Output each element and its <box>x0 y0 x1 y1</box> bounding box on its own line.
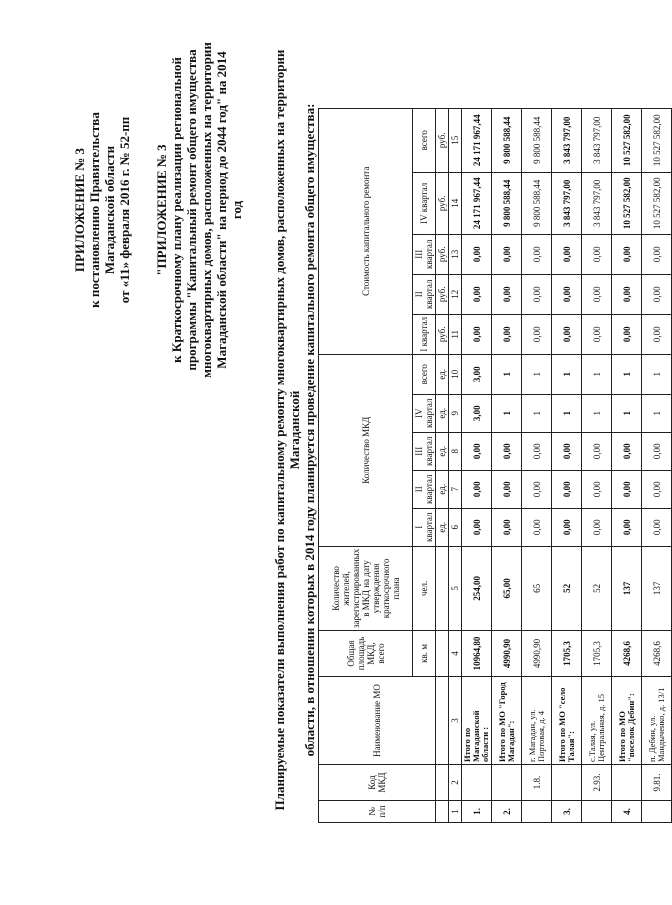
cell-ctot: 1 <box>612 354 642 394</box>
cell-c2: 0,00 <box>552 470 582 508</box>
table-row <box>522 108 552 822</box>
cell-area: 4990,90 <box>522 631 552 677</box>
unit-count: ед. <box>436 432 449 470</box>
cell-rtot: 10 527 582,00 <box>612 108 642 172</box>
cell-num <box>522 801 552 823</box>
cell-r1: 0,00 <box>642 314 672 354</box>
cell-ctot: 1 <box>492 354 522 394</box>
header-mkd-count: Количество МКД <box>319 354 413 546</box>
cell-r3: 0,00 <box>642 234 672 274</box>
plan-appendix-title: "ПРИЛОЖЕНИЕ № 3 <box>154 144 169 276</box>
appendix-line: к постановлению Правительства <box>87 112 102 308</box>
cell-residents: 52 <box>552 546 582 630</box>
column-number: 12 <box>449 274 462 314</box>
appendix-line: Магаданской области <box>102 145 117 275</box>
unit-rub: руб. <box>436 234 449 274</box>
cell-c2: 0,00 <box>582 470 612 508</box>
cell-num <box>582 801 612 823</box>
column-number: 8 <box>449 432 462 470</box>
cell-c3: 0,00 <box>582 432 612 470</box>
cell-c3: 0,00 <box>552 432 582 470</box>
cell-r1: 0,00 <box>492 314 522 354</box>
cell-r4: 10 527 582,00 <box>642 172 672 234</box>
plan-appendix-header <box>154 20 244 400</box>
column-number: 5 <box>449 546 462 630</box>
header-total: всего <box>413 108 436 172</box>
cell-ctot: 1 <box>552 354 582 394</box>
cell-rtot: 10 527 582,00 <box>642 108 672 172</box>
appendix-line: от «11» февраля 2016 г. № 52-пп <box>117 116 132 304</box>
column-number: 7 <box>449 470 462 508</box>
cell-r3: 0,00 <box>552 234 582 274</box>
table-row <box>612 108 642 822</box>
cell-c4: 1 <box>582 394 612 432</box>
cell-r2: 0,00 <box>522 274 552 314</box>
cell-rtot: 9 800 588,44 <box>492 108 522 172</box>
column-number: 11 <box>449 314 462 354</box>
header-q1: I квартал <box>413 508 436 546</box>
cell-r2: 0,00 <box>612 274 642 314</box>
cell-area: 1705,3 <box>552 631 582 677</box>
cell-r3: 0,00 <box>612 234 642 274</box>
unit-rub: руб. <box>436 108 449 172</box>
cell-ctot: 1 <box>522 354 552 394</box>
cell-code <box>552 765 582 801</box>
cell-c4: 3,00 <box>462 394 492 432</box>
plan-appendix-line: программы "Капитальный ремонт общего имущества <box>184 49 199 371</box>
plan-appendix-line: к Краткосрочному плану реализации региональной <box>169 57 184 363</box>
cell-ctot: 3,00 <box>462 354 492 394</box>
plan-appendix-line: Магаданской области" на период до 2044 год" на 2014 <box>214 51 229 369</box>
unit-count: ед. <box>436 394 449 432</box>
table-row <box>582 108 612 822</box>
cell-num: 2. <box>492 801 522 823</box>
header-residents: Количество жителей, зарегистрированных в МКД на дату утверждения краткосрочного плана <box>319 546 413 630</box>
cell-r2: 0,00 <box>462 274 492 314</box>
plan-appendix-line: год <box>229 200 244 220</box>
cell-area: 4268,6 <box>612 631 642 677</box>
table-row <box>642 108 672 822</box>
cell-c4: 1 <box>552 394 582 432</box>
cell-rtot: 9 800 588,44 <box>522 108 552 172</box>
cell-c4: 1 <box>642 394 672 432</box>
column-number: 1 <box>449 801 462 823</box>
cell-r4: 3 843 797,00 <box>552 172 582 234</box>
table-row <box>462 108 492 822</box>
unit-count: ед. <box>436 508 449 546</box>
cell-code <box>492 765 522 801</box>
cell-r2: 0,00 <box>492 274 522 314</box>
cell-num <box>642 801 672 823</box>
cell-c1: 0,00 <box>552 508 582 546</box>
table-row <box>492 108 522 822</box>
cell-c2: 0,00 <box>492 470 522 508</box>
unit-rub: руб. <box>436 314 449 354</box>
header-q4: IV квартал <box>413 394 436 432</box>
column-number: 13 <box>449 234 462 274</box>
cell-area: 1705,3 <box>582 631 612 677</box>
cell-r1: 0,00 <box>552 314 582 354</box>
cell-code: 1.8. <box>522 765 552 801</box>
cell-c2: 0,00 <box>642 470 672 508</box>
cell-c4: 1 <box>492 394 522 432</box>
cell-c1: 0,00 <box>522 508 552 546</box>
header-q1: I квартал <box>413 314 436 354</box>
cell-c3: 0,00 <box>612 432 642 470</box>
cell-r1: 0,00 <box>582 314 612 354</box>
header-cost: Стоимость капитального ремонта <box>319 108 413 354</box>
cell-c2: 0,00 <box>462 470 492 508</box>
unit-rub: руб. <box>436 274 449 314</box>
document-title <box>272 40 317 820</box>
column-number: 3 <box>449 677 462 765</box>
cell-c4: 1 <box>522 394 552 432</box>
cell-c4: 1 <box>612 394 642 432</box>
cell-name: Итого по МО "Город Магадан": <box>492 677 522 765</box>
cell-rtot: 3 843 797,00 <box>552 108 582 172</box>
column-number: 2 <box>449 765 462 801</box>
plan-appendix-line: многоквартирных домов, расположенных на территории <box>199 42 214 378</box>
column-number: 9 <box>449 394 462 432</box>
appendix-title: ПРИЛОЖЕНИЕ № 3 <box>72 147 87 273</box>
column-number: 10 <box>449 354 462 394</box>
cell-r1: 0,00 <box>522 314 552 354</box>
cell-c3: 0,00 <box>642 432 672 470</box>
column-number: 6 <box>449 508 462 546</box>
cell-name: Итого по МО "село Талая": <box>552 677 582 765</box>
cell-c2: 0,00 <box>522 470 552 508</box>
header-q2: II квартал <box>413 274 436 314</box>
unit-row <box>436 108 449 822</box>
cell-r2: 0,00 <box>582 274 612 314</box>
cell-r3: 0,00 <box>462 234 492 274</box>
column-number: 15 <box>449 108 462 172</box>
table-body <box>462 108 672 822</box>
unit-area: кв. м <box>413 631 436 677</box>
cell-name: г. Магадан, ул. Портовая, д. 4 <box>522 677 552 765</box>
cell-r3: 0,00 <box>522 234 552 274</box>
repair-indicators-table <box>318 108 672 823</box>
cell-r4: 24 171 967,44 <box>462 172 492 234</box>
header-q3: III квартал <box>413 432 436 470</box>
header-code: Код МКД <box>319 765 436 801</box>
appendix-header <box>72 20 132 400</box>
cell-r1: 0,00 <box>462 314 492 354</box>
cell-rtot: 24 171 967,44 <box>462 108 492 172</box>
cell-code: 9.81. <box>642 765 672 801</box>
cell-residents: 52 <box>582 546 612 630</box>
cell-name: п. Дебин, ул. Мандыченко, д. 13/1 <box>642 677 672 765</box>
unit-count: ед. <box>436 470 449 508</box>
cell-c1: 0,00 <box>492 508 522 546</box>
header-num: № п/п <box>319 801 436 823</box>
cell-c3: 0,00 <box>462 432 492 470</box>
cell-residents: 137 <box>612 546 642 630</box>
header-q4: IV квартал <box>413 172 436 234</box>
cell-code <box>462 765 492 801</box>
cell-c1: 0,00 <box>582 508 612 546</box>
cell-r4: 3 843 797,00 <box>582 172 612 234</box>
header-row <box>319 108 413 822</box>
header-area: Общая площадь МКД, всего <box>319 631 413 677</box>
unit-people: чел. <box>413 546 436 630</box>
cell-r4: 9 800 588,44 <box>492 172 522 234</box>
header-q2: II квартал <box>413 470 436 508</box>
cell-r2: 0,00 <box>552 274 582 314</box>
cell-r4: 10 527 582,00 <box>612 172 642 234</box>
column-number-row <box>449 108 462 822</box>
cell-residents: 137 <box>642 546 672 630</box>
cell-area: 4990,90 <box>492 631 522 677</box>
cell-r4: 9 800 588,44 <box>522 172 552 234</box>
unit-rub: руб. <box>436 172 449 234</box>
cell-r2: 0,00 <box>642 274 672 314</box>
cell-area: 10964,80 <box>462 631 492 677</box>
column-number: 14 <box>449 172 462 234</box>
cell-num: 4. <box>612 801 642 823</box>
header-name: Наименование МО <box>319 677 436 765</box>
cell-residents: 65 <box>522 546 552 630</box>
table-row <box>552 108 582 822</box>
title-line: Планируемые показатели выполнения работ по капитальному ремонту многоквартирных домов, расположенных на территории Магаданской <box>272 49 302 811</box>
cell-num: 3. <box>552 801 582 823</box>
cell-area: 4268,6 <box>642 631 672 677</box>
cell-r1: 0,00 <box>612 314 642 354</box>
cell-c1: 0,00 <box>462 508 492 546</box>
cell-c3: 0,00 <box>522 432 552 470</box>
cell-name: Итого по Магаданской области : <box>462 677 492 765</box>
cell-ctot: 1 <box>642 354 672 394</box>
title-line: области, в отношении которых в 2014 году планируется проведение капитального ремонта общего имущества: <box>302 103 317 757</box>
cell-num: 1. <box>462 801 492 823</box>
cell-c1: 0,00 <box>612 508 642 546</box>
unit-count: ед. <box>436 354 449 394</box>
cell-r3: 0,00 <box>582 234 612 274</box>
cell-residents: 65,00 <box>492 546 522 630</box>
cell-residents: 254,00 <box>462 546 492 630</box>
cell-rtot: 3 843 797,00 <box>582 108 612 172</box>
cell-c2: 0,00 <box>612 470 642 508</box>
cell-ctot: 1 <box>582 354 612 394</box>
cell-c3: 0,00 <box>492 432 522 470</box>
cell-c1: 0,00 <box>642 508 672 546</box>
cell-r3: 0,00 <box>492 234 522 274</box>
column-number: 4 <box>449 631 462 677</box>
cell-name: с.Талая, ул. Центральная, д. 15 <box>582 677 612 765</box>
header-total: всего <box>413 354 436 394</box>
cell-code <box>612 765 642 801</box>
cell-code: 2.93. <box>582 765 612 801</box>
header-q3: III квартал <box>413 234 436 274</box>
cell-name: Итого по МО "поселок Дебин": <box>612 677 642 765</box>
